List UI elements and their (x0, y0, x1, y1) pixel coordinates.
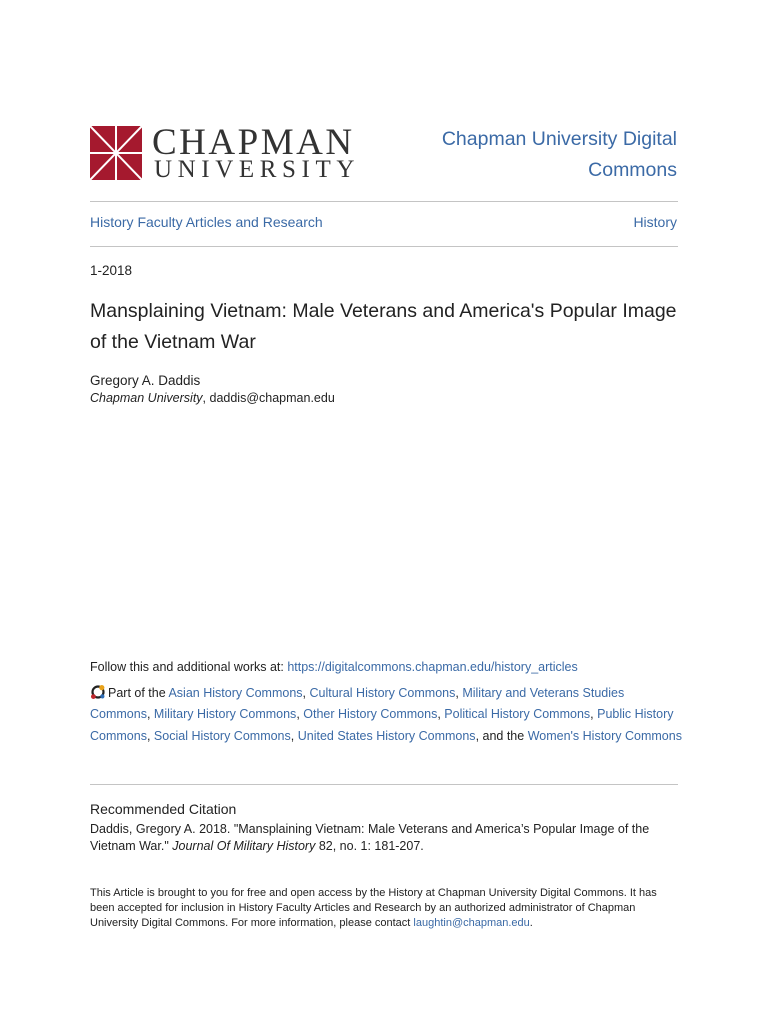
follow-line (90, 660, 690, 674)
chapman-university-logo (90, 122, 365, 183)
divider-top (90, 201, 678, 202)
commons-link[interactable]: Cultural History Commons (309, 686, 456, 700)
citation-heading: Recommended Citation (90, 801, 237, 817)
citation-text (90, 821, 680, 855)
department-link[interactable]: History (633, 214, 677, 230)
access-notice-text: This Article is brought to you for free and open access by the History at Chapman University Digital Commons. It has been accepted for inclusion in History Faculty Articles and Research by an authorized administrator of Chapman University Digital Commons. For more information, please contact (90, 887, 657, 929)
citation-text-start: Daddis, Gregory A. 2018. "Mansplaining Vietnam: Male Veterans and America’s Popular Image of the Vietnam War." (90, 822, 650, 853)
separator: , (146, 728, 154, 743)
network-logo-icon (90, 684, 106, 700)
commons-link[interactable]: Political History Commons (444, 707, 591, 722)
article-title: Mansplaining Vietnam: Male Veterans and America's Popular Image of the Vietnam War (90, 300, 677, 353)
commons-link[interactable]: Military History Commons (153, 707, 297, 722)
author-name: Gregory A. Daddis (90, 373, 201, 388)
citation-journal: Journal Of Military History (172, 839, 316, 853)
separator: , (290, 728, 298, 743)
logo-wordmark-university: UNIVERSITY (154, 156, 360, 183)
author-affiliation (90, 391, 335, 405)
access-notice-end: . (529, 917, 533, 929)
divider-citation (90, 784, 678, 785)
commons-link[interactable]: Military and Veterans Studies Commons (90, 686, 625, 722)
repository-title-link[interactable]: Chapman University Digital Commons (441, 128, 677, 181)
separator: , (590, 707, 598, 722)
publication-date: 1-2018 (90, 263, 133, 278)
access-notice (90, 886, 675, 931)
divider-nav (90, 246, 678, 247)
collection-url-link[interactable]: https://digitalcommons.chapman.edu/history_articles (287, 660, 578, 674)
collection-link[interactable]: History Faculty Articles and Research (90, 214, 323, 230)
separator: , (455, 686, 463, 700)
separator: , (146, 707, 154, 722)
commons-link[interactable]: Asian History Commons (168, 686, 303, 700)
commons-link[interactable]: United States History Commons (297, 728, 476, 743)
commons-link[interactable]: Social History Commons (153, 728, 291, 743)
commons-link[interactable]: Public History Commons (90, 707, 674, 743)
follow-label: Follow this and additional works at: (90, 660, 288, 674)
separator: , (302, 686, 310, 700)
part-of-commons (90, 683, 682, 747)
part-of-label: Part of the (108, 686, 169, 700)
affiliation-institution: Chapman University (90, 391, 203, 405)
commons-link[interactable]: Women's History Commons (527, 728, 682, 743)
commons-link[interactable]: Other History Commons (303, 707, 438, 722)
citation-text-end: 82, no. 1: 181-207. (315, 839, 424, 853)
contact-email-link[interactable]: laughtin@chapman.edu (413, 917, 530, 929)
logo-wordmark-chapman: CHAPMAN (152, 122, 355, 163)
affiliation-email: , daddis@chapman.edu (202, 391, 335, 405)
and-the: , and the (475, 728, 528, 743)
logo-mark-icon (90, 126, 142, 180)
separator: , (296, 707, 304, 722)
separator: , (437, 707, 445, 722)
